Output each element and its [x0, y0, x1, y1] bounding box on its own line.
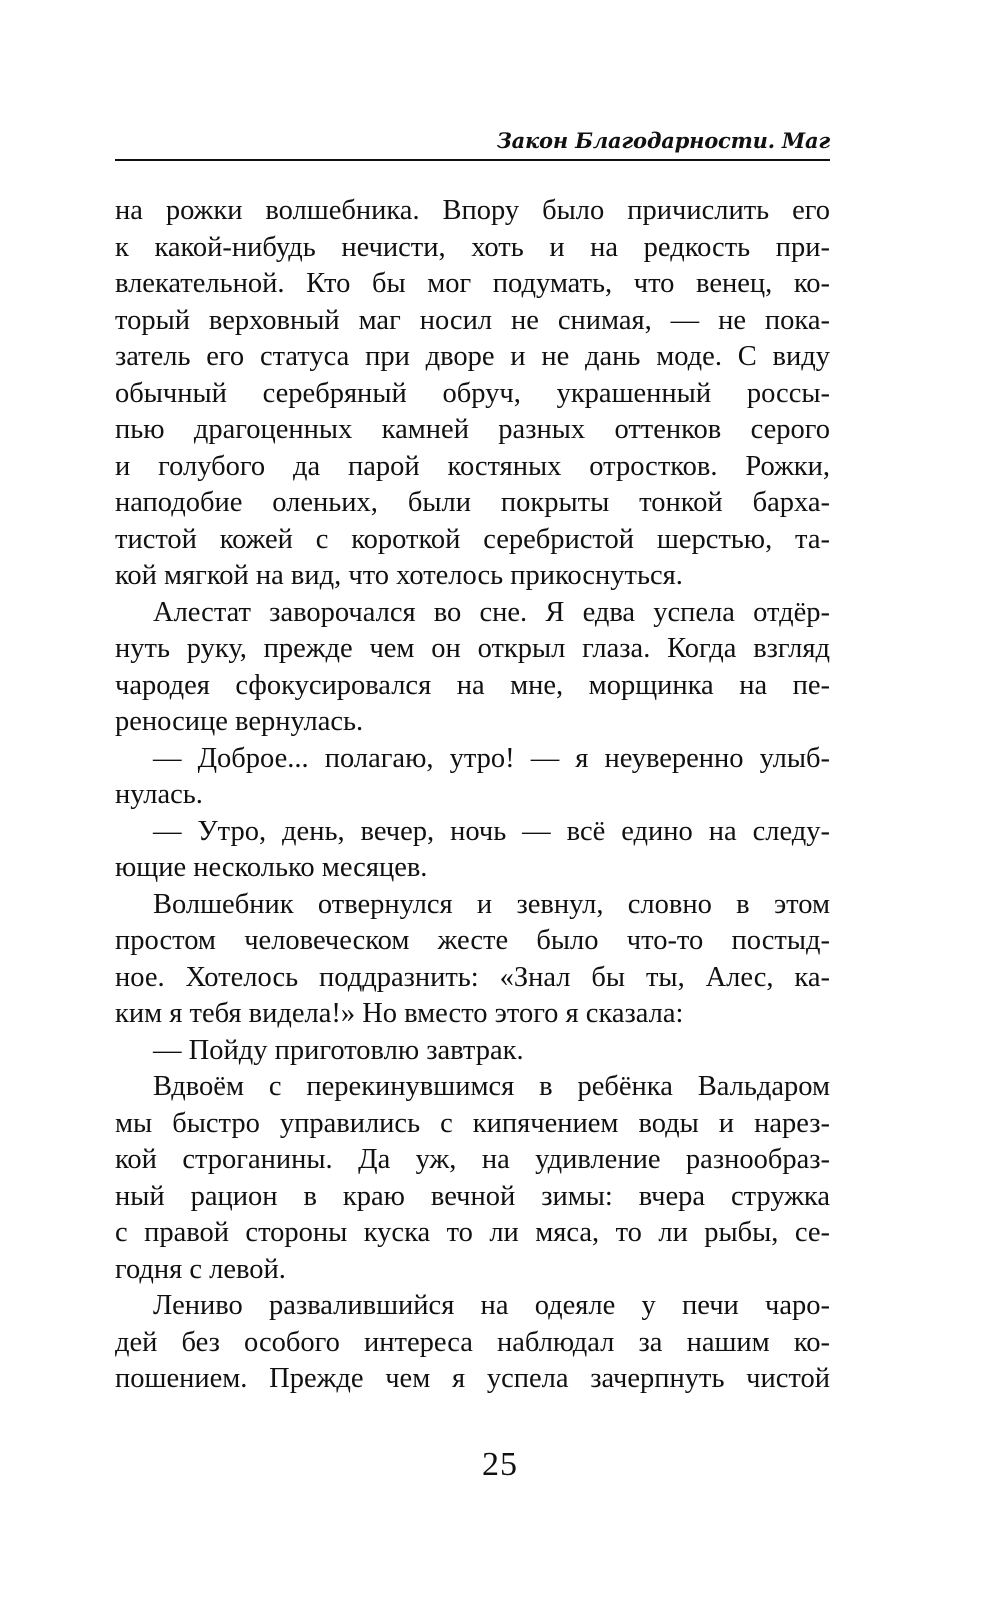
text-line: ный рацион в краю вечной зимы: вчера стружка [115, 1180, 830, 1212]
text-line: ное. Хотелось поддразнить: «Знал бы ты, Алес, ка- [115, 961, 830, 993]
text-line: нулась. [115, 779, 203, 810]
text-line: Алестат заворочался во сне. Я едва успела отдёр- [153, 596, 830, 628]
text-line: чародея сфокусировался на мне, морщинка на пе- [115, 669, 830, 701]
text-line: Волшебник отвернулся и зевнул, словно в этом [153, 888, 830, 920]
text-line: обычный серебряный обруч, украшенный россы- [115, 377, 830, 409]
text-line: реносице вернулась. [115, 706, 364, 737]
text-line: ким я тебя видела!» Но вместо этого я сказала: [115, 998, 684, 1029]
text-line: дей без особого интереса наблюдал за нашим ко- [115, 1326, 830, 1358]
text-line: годня с левой. [115, 1253, 286, 1285]
text-line: влекательной. Кто бы мог подумать, что венец, ко- [115, 268, 830, 299]
text-line: к какой-нибудь нечисти, хоть и на редкость при- [115, 231, 830, 263]
text-line: — Доброе... полагаю, утро! — я неуверенно улыб- [153, 742, 830, 774]
body-text [115, 193, 830, 1398]
text-line: затель его статуса при дворе и не дань моде. С виду [115, 341, 830, 372]
text-line: кой строганины. Да уж, на удивление разнообраз- [115, 1144, 830, 1175]
text-line: на рожки волшебника. Впору было причислить его [115, 195, 830, 226]
text-line: мы быстро управились с кипячением воды и нарез- [115, 1107, 830, 1139]
running-title: Закон Благодарности. Маг [496, 128, 830, 153]
page-number: 25 [482, 1446, 518, 1483]
text-line: ющие несколько месяцев. [115, 852, 428, 883]
text-line: Лениво развалившийся на одеяле у печи чаро- [153, 1290, 830, 1321]
text-line: торый верховный маг носил не снимая, — не пока- [115, 304, 830, 336]
text-line: Вдвоём с перекинувшимся в ребёнка Вальдаром [153, 1071, 830, 1102]
text-line: наподобие оленьих, были покрыты тонкой барха- [115, 487, 830, 518]
header-rule [115, 159, 830, 161]
text-line: нуть руку, прежде чем он открыл глаза. Когда взгляд [115, 633, 830, 664]
text-line: простом человеческом жесте было что-то постыд- [115, 925, 830, 956]
text-line: с правой стороны куска то ли мяса, то ли рыбы, се- [115, 1217, 830, 1248]
text-line: пошением. Прежде чем я успела зачерпнуть чистой [115, 1363, 830, 1394]
text-line: — Утро, день, вечер, ночь — всё едино на следу- [153, 815, 830, 847]
text-line: тистой кожей с короткой серебристой шерстью, та- [115, 523, 830, 555]
text-line: пью драгоценных камней разных оттенков серого [115, 414, 830, 445]
text-line: — Пойду приготовлю завтрак. [153, 1034, 524, 1066]
text-line: кой мягкой на вид, что хотелось прикоснуться. [115, 560, 683, 591]
text-line: и голубого да парой костяных отростков. Рожки, [115, 450, 830, 482]
